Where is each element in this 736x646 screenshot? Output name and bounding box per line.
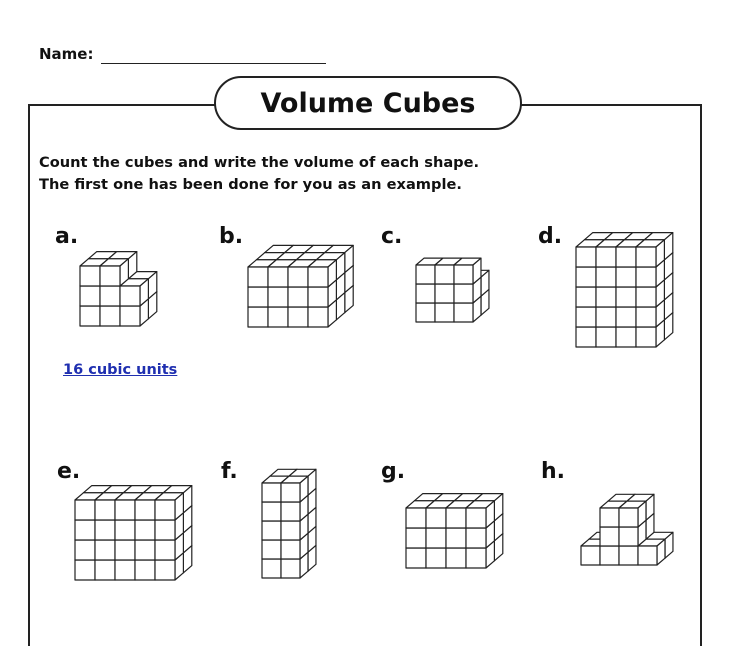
cube-front-face	[619, 508, 638, 527]
cube-front-face	[100, 306, 120, 326]
cube-front-face	[115, 540, 135, 560]
cube-front-face	[446, 528, 466, 548]
cube-front-face	[115, 560, 135, 580]
problem-f-letter: f.	[221, 459, 238, 484]
figure-d-cubes	[576, 233, 673, 347]
cube-front-face	[262, 540, 281, 559]
cube-front-face	[616, 287, 636, 307]
cube-front-face	[636, 287, 656, 307]
figure-h-cubes	[581, 494, 673, 565]
answer-a: 16 cubic units	[63, 362, 178, 378]
cube-front-face	[248, 287, 268, 307]
problem-b-letter: b.	[219, 224, 244, 249]
figure-f-cubes	[262, 469, 316, 578]
cube-front-face	[576, 307, 596, 327]
figure-a-cubes	[80, 252, 157, 326]
figure-g-cubes	[406, 494, 503, 568]
cube-front-face	[596, 307, 616, 327]
cube-front-face	[80, 306, 100, 326]
cube-front-face	[281, 521, 300, 540]
cube-front-face	[95, 520, 115, 540]
cube-front-face	[135, 520, 155, 540]
cube-front-face	[262, 502, 281, 521]
cube-front-face	[581, 546, 600, 565]
cube-front-face	[308, 307, 328, 327]
cube-front-face	[115, 500, 135, 520]
cube-front-face	[636, 247, 656, 267]
cube-front-face	[75, 560, 95, 580]
cube-front-face	[616, 307, 636, 327]
cube-front-face	[75, 540, 95, 560]
cube-front-face	[596, 267, 616, 287]
problem-a-letter: a.	[55, 224, 79, 249]
cube-front-face	[466, 528, 486, 548]
figure-e-cubes	[75, 486, 192, 580]
cube-front-face	[135, 540, 155, 560]
cube-front-face	[576, 287, 596, 307]
cube-front-face	[619, 546, 638, 565]
figure-b-cubes	[248, 245, 353, 327]
cube-front-face	[268, 287, 288, 307]
cube-front-face	[446, 548, 466, 568]
cube-front-face	[600, 546, 619, 565]
cube-front-face	[619, 527, 638, 546]
cube-front-face	[426, 508, 446, 528]
cube-front-face	[600, 508, 619, 527]
cube-front-face	[406, 508, 426, 528]
cube-front-face	[454, 284, 473, 303]
cube-front-face	[426, 548, 446, 568]
instruction-line-2: The first one has been done for you as an example.	[39, 176, 462, 193]
instruction-line-1: Count the cubes and write the volume of each shape.	[39, 154, 480, 171]
cube-front-face	[406, 548, 426, 568]
cube-front-face	[288, 267, 308, 287]
cube-front-face	[155, 520, 175, 540]
cube-front-face	[281, 502, 300, 521]
cube-front-face	[576, 267, 596, 287]
figure-c-cubes	[416, 258, 489, 322]
problem-h-letter: h.	[541, 459, 566, 484]
cube-front-face	[95, 540, 115, 560]
cube-front-face	[406, 528, 426, 548]
cube-front-face	[155, 500, 175, 520]
cube-front-face	[416, 284, 435, 303]
cube-front-face	[446, 508, 466, 528]
cube-front-face	[288, 307, 308, 327]
cube-front-face	[135, 500, 155, 520]
cube-front-face	[416, 303, 435, 322]
cube-front-face	[120, 286, 140, 306]
cube-front-face	[268, 307, 288, 327]
cube-front-face	[155, 540, 175, 560]
cube-front-face	[576, 247, 596, 267]
cube-front-face	[636, 307, 656, 327]
cube-front-face	[248, 307, 268, 327]
cube-front-face	[248, 267, 268, 287]
cube-front-face	[268, 267, 288, 287]
cube-front-face	[426, 528, 446, 548]
cube-front-face	[262, 521, 281, 540]
cube-front-face	[262, 483, 281, 502]
cube-front-face	[596, 247, 616, 267]
cube-front-face	[616, 327, 636, 347]
cube-front-face	[308, 267, 328, 287]
problem-c-letter: c.	[381, 224, 403, 249]
cube-front-face	[435, 265, 454, 284]
problem-g-letter: g.	[381, 459, 406, 484]
cube-front-face	[100, 286, 120, 306]
cube-front-face	[135, 560, 155, 580]
cube-front-face	[466, 548, 486, 568]
cube-front-face	[95, 560, 115, 580]
cube-front-face	[155, 560, 175, 580]
cube-front-face	[100, 266, 120, 286]
title-text: Volume Cubes	[260, 87, 476, 119]
cube-front-face	[95, 500, 115, 520]
cube-front-face	[636, 327, 656, 347]
cube-front-face	[115, 520, 135, 540]
cube-front-face	[466, 508, 486, 528]
cube-front-face	[616, 267, 636, 287]
problem-e-letter: e.	[57, 459, 81, 484]
cube-front-face	[435, 284, 454, 303]
cube-front-face	[288, 287, 308, 307]
cube-front-face	[596, 327, 616, 347]
cube-front-face	[416, 265, 435, 284]
cube-front-face	[308, 287, 328, 307]
cube-front-face	[75, 520, 95, 540]
cube-front-face	[120, 306, 140, 326]
cube-front-face	[454, 303, 473, 322]
cube-front-face	[281, 540, 300, 559]
cube-front-face	[638, 546, 657, 565]
cube-front-face	[576, 327, 596, 347]
cube-front-face	[435, 303, 454, 322]
cube-front-face	[616, 247, 636, 267]
cube-front-face	[454, 265, 473, 284]
cube-front-face	[80, 286, 100, 306]
cube-front-face	[281, 483, 300, 502]
cube-front-face	[596, 287, 616, 307]
problem-d-letter: d.	[538, 224, 563, 249]
cube-front-face	[600, 527, 619, 546]
name-label: Name:	[39, 45, 94, 63]
cube-front-face	[262, 559, 281, 578]
cube-front-face	[75, 500, 95, 520]
cube-front-face	[80, 266, 100, 286]
cube-front-face	[636, 267, 656, 287]
cube-front-face	[281, 559, 300, 578]
